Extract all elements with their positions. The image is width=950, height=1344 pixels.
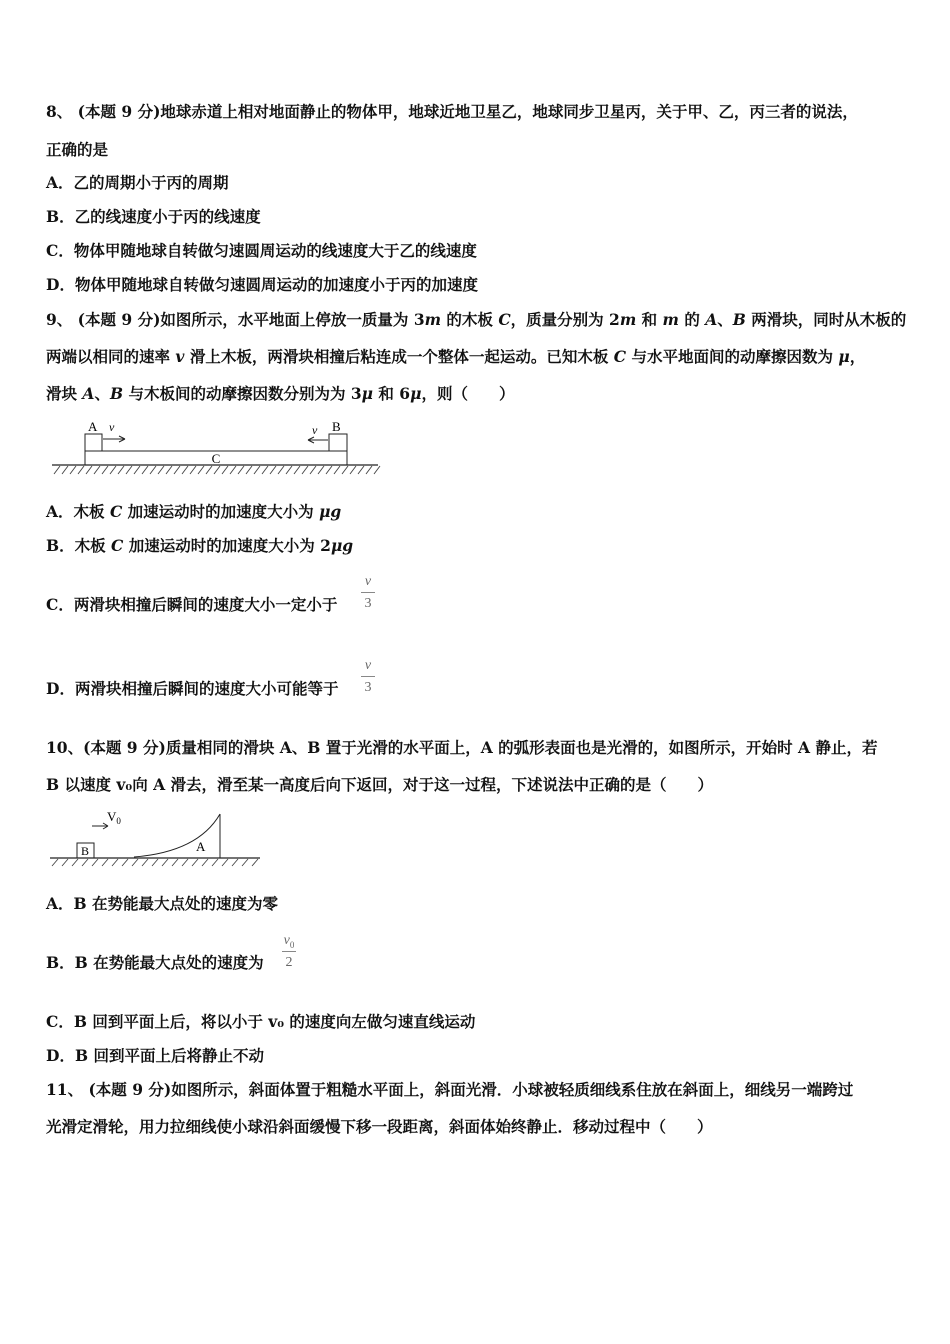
q9-option-b: B．木板 C 加速运动时的加速度大小为 2μg [46, 536, 354, 555]
q8-option-a: A．乙的周期小于丙的周期 [46, 173, 229, 192]
label-v-left: v [109, 420, 115, 434]
q10-stem-line2: B 以速度 v₀向 A 滑去，滑至某一高度后向下返回，对于这一过程，下述说法中正确的是（ ） [46, 775, 714, 794]
q9-option-d: D．两滑块相撞后瞬间的速度大小可能等于 [46, 679, 339, 698]
q9-option-d-fraction: v 3 [359, 656, 377, 697]
label-a: A [196, 839, 206, 854]
label-v-right: v [312, 423, 318, 437]
q11-stem-line2: 光滑定滑轮，用力拉细线使小球沿斜面缓慢下移一段距离，斜面体始终静止．移动过程中（ ） [46, 1117, 713, 1136]
label-c: C [211, 451, 221, 466]
q8-option-b: B．乙的线速度小于丙的线速度 [46, 207, 261, 226]
q9-stem-line1: 9、 (本题 9 分)如图所示，水平地面上停放一质量为 3m 的木板 C，质量分别为 2m 和 m 的 A、B 两滑块，同时从木板的 [46, 310, 907, 329]
label-v0: $V_0$ [107, 809, 121, 826]
q10-stem-line1: 10、(本题 9 分)质量相同的滑块 A、B 置于光滑的水平面上，A 的弧形表面也是光滑的，如图所示，开始时 A 静止，若 [46, 738, 878, 757]
q8-option-c: C．物体甲随地球自转做匀速圆周运动的线速度大于乙的线速度 [46, 241, 477, 260]
q10-option-b-fraction: $v_0$ 2 [283, 933, 295, 970]
q9-stem-line3: 滑块 A、B 与木板间的动摩擦因数分别为为 3μ 和 6μ，则（ ） [46, 384, 515, 403]
q8-option-d: D．物体甲随地球自转做匀速圆周运动的加速度小于丙的加速度 [46, 275, 478, 294]
q10-option-b: B．B 在势能最大点处的速度为 [46, 953, 264, 972]
q9-option-c: C．两滑块相撞后瞬间的速度大小一定小于 [46, 595, 338, 614]
q10-option-d: D．B 回到平面上后将静止不动 [46, 1046, 264, 1065]
q11-stem-line1: 11、 (本题 9 分)如图所示，斜面体置于粗糙水平面上，斜面光滑．小球被轻质细线系住放在斜面上，细线另一端跨过 [46, 1080, 854, 1099]
q9-option-a: A．木板 C 加速运动时的加速度大小为 μg [46, 502, 342, 521]
block-a [85, 434, 102, 451]
label-b: B [332, 419, 341, 434]
q9-option-c-fraction: v 3 [359, 572, 377, 613]
q9-figure-board-diagram [50, 414, 382, 476]
label-b: B [81, 844, 90, 858]
q10-option-a: A．B 在势能最大点处的速度为零 [46, 894, 279, 913]
q9-stem-line2: 两端以相同的速率 v 滑上木板，两滑块相撞后粘连成一个整体一起运动。已知木板 C 与水平地面间的动摩擦因数为 μ， [46, 347, 866, 366]
q8-stem-line1: 8、 (本题 9 分)地球赤道上相对地面静止的物体甲，地球近地卫星乙，地球同步卫星丙，关于甲、乙，丙三者的说法， [46, 102, 858, 121]
q10-figure-curved-block-diagram [48, 806, 264, 868]
block-a-curve [134, 814, 220, 857]
block-b [329, 434, 347, 451]
q10-option-c: C．B 回到平面上后，将以小于 v₀ 的速度向左做匀速直线运动 [46, 1012, 476, 1031]
label-a: A [88, 419, 98, 434]
q8-stem-line2: 正确的是 [46, 140, 109, 159]
